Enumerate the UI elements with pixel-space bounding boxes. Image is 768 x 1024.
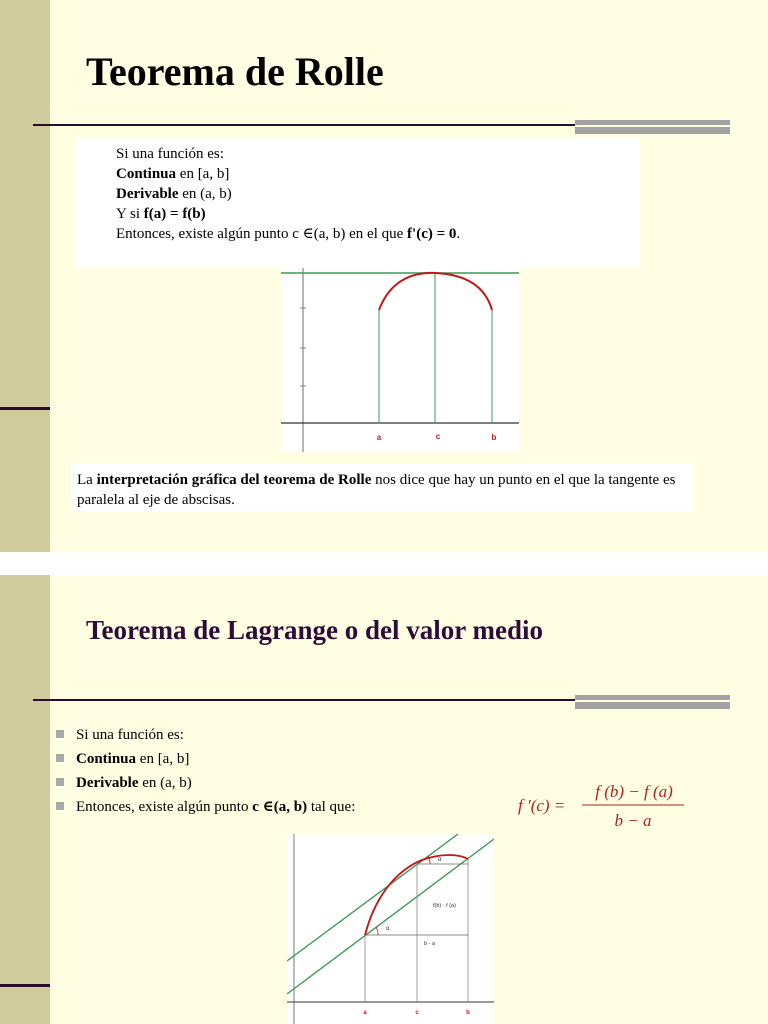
condition-intro: Si una función es: — [116, 146, 224, 162]
mean-value-formula — [518, 778, 688, 838]
slide-sidebar — [0, 0, 50, 552]
slide-title: Teorema de Rolle — [86, 49, 384, 94]
lagrange-conditions — [56, 723, 355, 819]
list-item: Entonces, existe algún punto c ∈(a, b) tal que: — [56, 795, 355, 819]
title-rule — [33, 124, 575, 126]
sidebar-accent-line — [0, 407, 50, 410]
slide-title: Teorema de Lagrange o del valor medio — [86, 615, 543, 645]
label-b: b — [491, 433, 497, 442]
label-c: c — [415, 1010, 419, 1016]
angle-label-bottom: α — [386, 926, 390, 932]
bullet-square — [56, 778, 64, 786]
run-label: b - a — [424, 941, 436, 947]
label-a: a — [376, 433, 382, 442]
formula-numerator: f (b) − f (a) — [595, 782, 673, 801]
title-rule — [33, 699, 575, 701]
bullet-square — [56, 802, 64, 810]
label-c: c — [435, 432, 441, 441]
angle-label-top: α — [438, 857, 442, 863]
slide-sidebar — [0, 575, 50, 1024]
list-item: Continua en [a, b] — [56, 747, 355, 771]
title-rule-bar — [575, 120, 730, 134]
condition-conclusion: Entonces, existe algún punto c ∈(a, b) en el que f'(c) = 0. — [116, 226, 461, 242]
list-item: Derivable en (a, b) — [56, 771, 355, 795]
rise-label: f(b) - f (a) — [433, 903, 456, 909]
rolle-graph — [281, 268, 519, 452]
rolle-interpretation: La interpretación gráfica del teorema de Rolle nos dice que hay un punto en el que la tangente es paralela al eje de abscisas. — [77, 472, 676, 508]
condition-equal-values: Y si f(a) = f(b) — [116, 206, 206, 222]
formula-lhs: f ′(c) = — [518, 796, 566, 815]
title-rule-bar — [575, 695, 730, 709]
formula-denominator: b − a — [614, 811, 652, 830]
bullet-square — [56, 754, 64, 762]
list-item: Si una función es: — [56, 723, 355, 747]
slide-lagrange — [0, 575, 768, 1024]
graph-background — [281, 268, 519, 452]
rolle-conditions — [116, 144, 460, 244]
condition-continua: Continua en [a, b] — [116, 166, 230, 182]
label-a: a — [363, 1010, 367, 1016]
lagrange-graph — [287, 834, 494, 1024]
label-b: b — [466, 1010, 470, 1016]
sidebar-accent-line — [0, 984, 50, 987]
bullet-square — [56, 730, 64, 738]
condition-derivable: Derivable en (a, b) — [116, 186, 232, 202]
